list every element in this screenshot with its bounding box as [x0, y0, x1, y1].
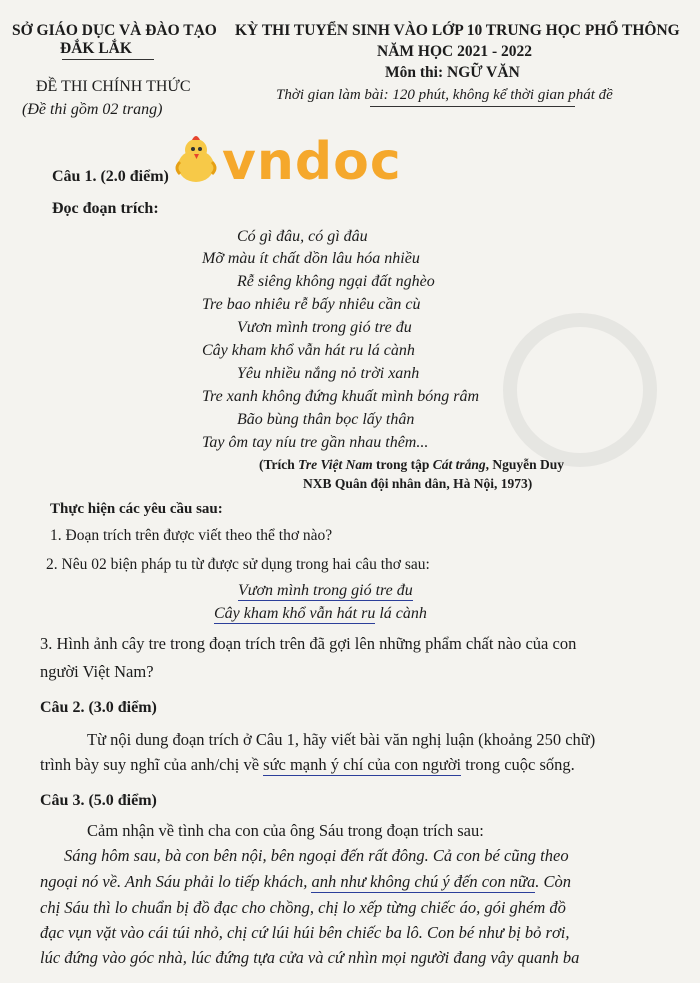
task-2: 2. Nêu 02 biện pháp tu từ được sử dụng trong hai câu thơ sau:	[46, 556, 430, 573]
tasks-label: Thực hiện các yêu cầu sau:	[50, 501, 223, 517]
source-text: (Trích	[259, 457, 299, 472]
excerpt-text: ngoại nó về. Anh Sáu phải lo tiếp khách,	[40, 872, 312, 891]
excerpt-line: đạc vụn vặt vào cái túi nhỏ, chị cứ lúi húi bên chiếc ba lô. Con bé như bị bỏ rơi,	[40, 923, 570, 942]
poem-line: Mỡ màu ít chất dồn lâu hóa nhiều	[202, 250, 420, 267]
excerpt-underlined: anh như không chú ý đến con nữa	[311, 872, 536, 891]
poem-line: Rễ siêng không ngại đất nghèo	[237, 273, 435, 290]
quote-text: lá cành	[375, 605, 427, 622]
poem-line: Bão bùng thân bọc lấy thân	[237, 411, 415, 428]
source-text: trong tập	[372, 457, 433, 472]
source-author: , Nguyễn Duy	[485, 457, 565, 472]
q1-read-label: Đọc đoạn trích:	[52, 200, 159, 217]
task-1: 1. Đoạn trích trên được viết theo thể thơ nào?	[50, 527, 333, 544]
quote-underlined: Cây kham khổ vẫn	[214, 605, 337, 622]
subject: Môn thi: NGỮ VĂN	[385, 64, 520, 81]
q2-underlined: sức mạnh ý chí của con người	[263, 755, 462, 774]
vndoc-logo: vndoc	[222, 132, 402, 192]
quote-line-2	[214, 605, 427, 623]
chick-mascot-icon	[170, 134, 220, 186]
quote-line-1	[238, 582, 413, 600]
poem-line: Tre bao nhiêu rễ bấy nhiêu cần cù	[202, 296, 421, 313]
q2-line-2	[40, 755, 575, 775]
excerpt-line: Sáng hôm sau, bà con bên nội, bên ngoại đến rất đông. Cả con bé cũng theo	[64, 846, 569, 865]
q1-title: Câu 1. (2.0 điểm)	[52, 168, 169, 185]
excerpt-text: . Còn	[535, 872, 571, 891]
poem-line: Tay ôm tay níu tre gần nhau thêm...	[202, 434, 429, 451]
poem-line: Cây kham khổ vẫn hát ru lá cành	[202, 342, 415, 359]
q3-intro: Cảm nhận về tình cha con của ông Sáu trong đoạn trích sau:	[87, 821, 484, 840]
poem-line: Vươn mình trong gió tre đu	[237, 319, 412, 336]
poem-publisher: NXB Quân đội nhân dân, Hà Nội, 1973)	[303, 476, 533, 491]
task-3-line-1: 3. Hình ảnh cây tre trong đoạn trích trên đã gợi lên những phẩm chất nào của con	[40, 634, 577, 653]
poem-source	[259, 457, 564, 473]
poem-line: Có gì đâu, có gì đâu	[237, 228, 368, 245]
time-note: Thời gian làm bài: 120 phút, không kể thời gian phát đề	[276, 87, 613, 103]
source-poem-title: Tre Việt Nam	[298, 457, 373, 472]
task-3-line-2: người Việt Nam?	[40, 662, 154, 681]
department-name: SỞ GIÁO DỤC VÀ ĐÀO TẠO	[12, 22, 217, 39]
school-year: NĂM HỌC 2021 - 2022	[377, 43, 532, 60]
poem-line: Yêu nhiều nắng nỏ trời xanh	[237, 365, 420, 382]
exam-title: KỲ THI TUYỂN SINH VÀO LỚP 10 TRUNG HỌC PHỔ THÔNG	[235, 22, 680, 39]
q2-line-1: Từ nội dung đoạn trích ở Câu 1, hãy viết bài văn nghị luận (khoảng 250 chữ)	[87, 730, 596, 749]
province-name: ĐẮK LẮK	[60, 40, 132, 57]
quote-underlined: hát ru	[336, 605, 376, 622]
source-collection-title: Cát trắng	[432, 457, 486, 472]
q3-title: Câu 3. (5.0 điểm)	[40, 792, 157, 809]
q2-title: Câu 2. (3.0 điểm)	[40, 699, 157, 716]
quote-underlined: Vươn mình trong gió tre đu	[238, 582, 413, 599]
header-right-rule	[370, 106, 575, 107]
excerpt-line: chị Sáu thì lo chuẩn bị đồ đạc cho chồng, chị lo xếp từng chiếc áo, gói ghém đồ	[40, 898, 566, 917]
poem-line: Tre xanh không đứng khuất mình bóng râm	[202, 388, 480, 405]
pages-note: (Đề thi gồm 02 trang)	[22, 101, 163, 118]
header-left-rule	[62, 59, 154, 60]
official-label: ĐỀ THI CHÍNH THỨC	[36, 78, 191, 95]
excerpt-line: lúc đứng vào góc nhà, lúc đứng tựa cửa và cứ nhìn mọi người đang vây quanh ba	[40, 948, 580, 967]
q2-text: trình bày suy nghĩ của anh/chị về	[40, 755, 264, 774]
q2-text: trong cuộc sống.	[461, 755, 575, 774]
excerpt-line	[40, 872, 571, 892]
